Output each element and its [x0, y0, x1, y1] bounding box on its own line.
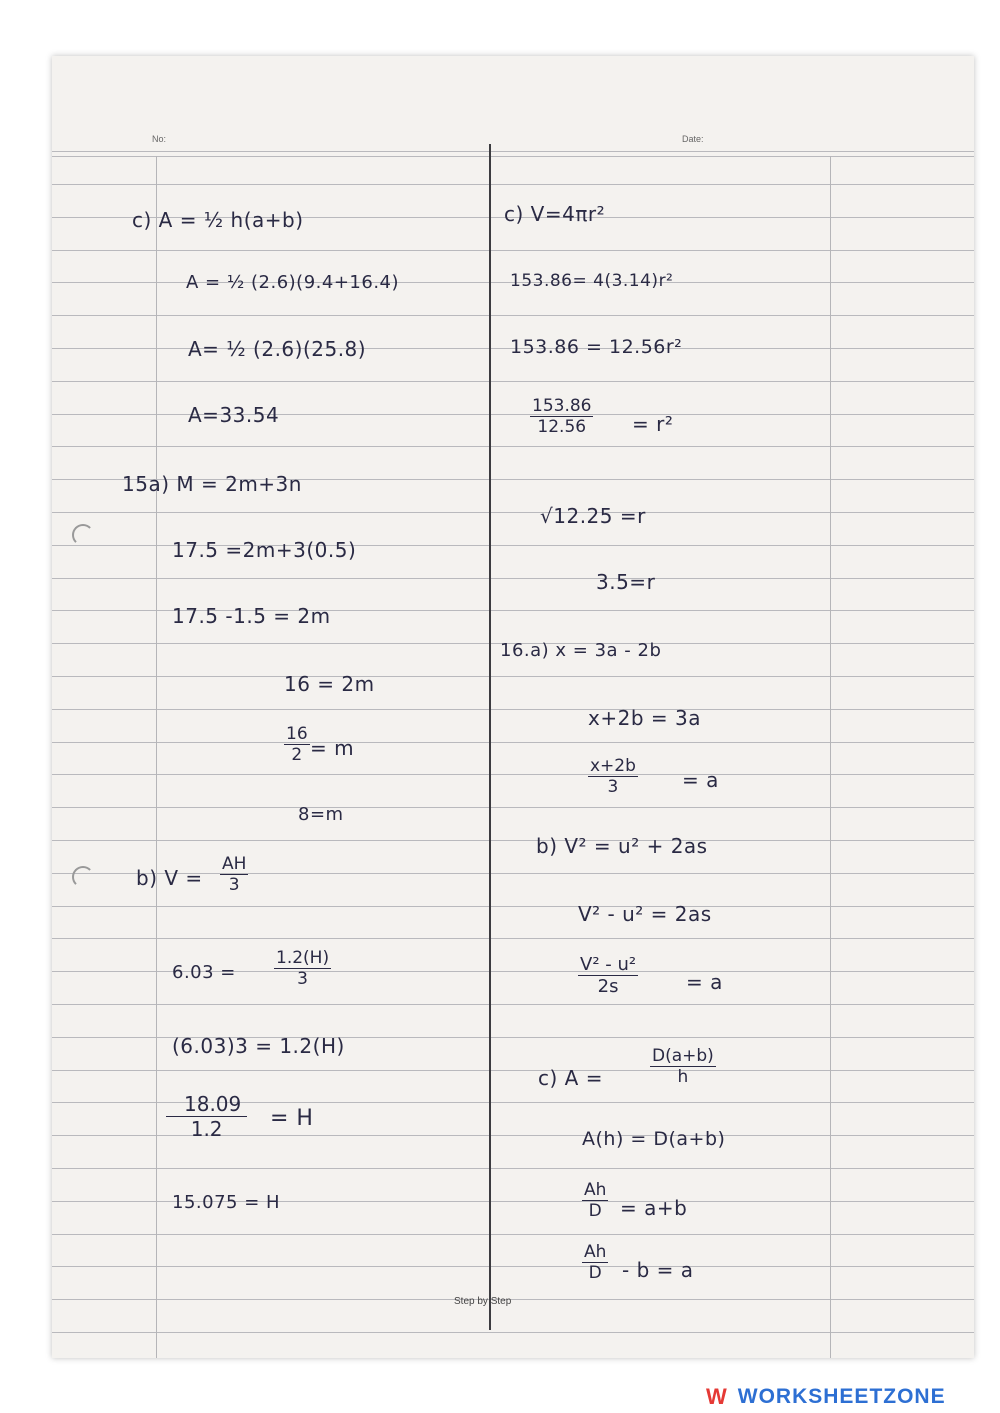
fraction-denominator: 2	[291, 745, 303, 765]
left-15a-step5-fraction	[284, 724, 310, 765]
right-c2-fraction	[650, 1046, 716, 1087]
fraction-numerator: 1.2(H)	[276, 948, 330, 968]
date-label: Date:	[682, 134, 704, 144]
left-15a-step2: 17.5 =2m+3(0.5)	[172, 538, 357, 562]
fraction-denominator: 3	[228, 875, 240, 895]
left-15a-step6: 8=m	[298, 804, 344, 825]
right-c2-step3-fraction	[582, 1180, 608, 1221]
right-c-heading: c) V=4πr²	[504, 202, 606, 226]
fraction-numerator: V² - u²	[580, 954, 637, 975]
ruled-line	[52, 1004, 974, 1005]
right-c-step5: √12.25 =r	[540, 504, 646, 528]
ruled-line	[52, 774, 974, 775]
fraction-denominator: 12.56	[537, 417, 587, 437]
fraction-denominator: h	[677, 1067, 689, 1087]
ruled-line	[52, 315, 974, 316]
ruled-line	[52, 938, 974, 939]
ruled-line	[52, 1332, 974, 1333]
ruled-line	[52, 906, 974, 907]
ruled-line	[52, 381, 974, 382]
right-c2-heading: c) A =	[538, 1066, 603, 1090]
right-16a-step3-rhs: = a	[682, 768, 719, 792]
ruled-line	[52, 1070, 974, 1071]
left-b-step4-rhs: = H	[270, 1106, 314, 1131]
left-b-step2-fraction	[274, 948, 331, 989]
fraction-denominator: 3	[607, 777, 619, 797]
left-c-step2: A = ½ (2.6)(9.4+16.4)	[186, 272, 400, 293]
column-divider	[489, 144, 491, 1330]
fraction-denominator: D	[588, 1263, 602, 1283]
right-b-step2: V² - u² = 2as	[578, 902, 712, 926]
left-b-step3: (6.03)3 = 1.2(H)	[172, 1034, 345, 1058]
ruled-line	[52, 742, 974, 743]
right-c2-step4-rhs: - b = a	[622, 1258, 694, 1282]
fraction-numerator: 16	[286, 724, 308, 744]
punch-hole-mark	[72, 524, 94, 546]
ruled-line	[52, 156, 974, 157]
fraction-denominator: 2s	[597, 976, 619, 997]
watermark-text-part2: ZONE	[883, 1385, 946, 1408]
right-c-step2: 153.86= 4(3.14)r²	[510, 271, 674, 291]
ruled-line	[52, 807, 974, 808]
fraction-numerator: Ah	[584, 1180, 607, 1200]
left-b-step4-fraction	[166, 1092, 247, 1141]
left-margin-line	[156, 156, 157, 1358]
ruled-line	[52, 709, 974, 710]
ruled-line	[52, 1299, 974, 1300]
left-b-step5: 15.075 = H	[172, 1192, 281, 1213]
watermark-text-part1: WORKSHEET	[737, 1385, 884, 1408]
left-15a-step5-rhs: = m	[310, 736, 355, 760]
ruled-line	[52, 512, 974, 513]
right-c-step6: 3.5=r	[596, 570, 656, 594]
fraction-numerator: D(a+b)	[652, 1046, 714, 1066]
ruled-line	[52, 840, 974, 841]
right-c2-step4-fraction	[582, 1242, 608, 1283]
fraction-numerator: x+2b	[590, 756, 636, 776]
right-b-step3-fraction	[578, 954, 638, 997]
ruled-line	[52, 1266, 974, 1267]
left-c-heading: c) A = ½ h(a+b)	[132, 208, 304, 232]
right-b-step3-rhs: = a	[686, 970, 723, 994]
fraction-numerator: 153.86	[532, 396, 592, 416]
worksheetzone-logo-icon: W	[706, 1384, 728, 1409]
ruled-line	[52, 184, 974, 185]
left-c-step4: A=33.54	[188, 403, 280, 427]
left-15a-heading: 15a) M = 2m+3n	[122, 472, 302, 496]
left-15a-step4: 16 = 2m	[284, 672, 375, 696]
ruled-line	[52, 1168, 974, 1169]
fraction-numerator: AH	[222, 854, 247, 874]
right-c-step3: 153.86 = 12.56r²	[510, 336, 683, 358]
left-b-fraction	[220, 854, 248, 895]
right-16a-heading: 16.a) x = 3a - 2b	[500, 640, 662, 661]
ruled-line	[52, 250, 974, 251]
ruled-line	[52, 151, 974, 152]
no-label: No:	[152, 134, 167, 144]
worksheetzone-watermark	[706, 1384, 946, 1410]
ruled-line	[52, 446, 974, 447]
fraction-denominator: 3	[297, 969, 308, 989]
right-margin-line	[830, 156, 831, 1358]
left-b-step2-lhs: 6.03 =	[172, 962, 236, 983]
right-c2-step2: A(h) = D(a+b)	[582, 1128, 726, 1150]
punch-hole-mark	[72, 866, 94, 888]
right-c2-step3-rhs: = a+b	[620, 1196, 688, 1220]
fraction-numerator: Ah	[584, 1242, 607, 1262]
right-c-step4-fraction	[530, 396, 593, 437]
left-c-step3: A= ½ (2.6)(25.8)	[188, 337, 367, 361]
ruled-line	[52, 578, 974, 579]
footer-brand: Step by Step	[454, 1296, 512, 1307]
notebook-page	[52, 56, 974, 1358]
ruled-line	[52, 1234, 974, 1235]
fraction-denominator: 1.2	[190, 1117, 223, 1141]
left-15a-step3: 17.5 -1.5 = 2m	[172, 604, 331, 628]
right-16a-step2: x+2b = 3a	[588, 706, 701, 730]
fraction-numerator: 18.09	[166, 1092, 247, 1117]
fraction-denominator: D	[588, 1201, 602, 1221]
left-b-heading: b) V =	[136, 866, 203, 890]
ruled-line	[52, 676, 974, 677]
right-c-step4-rhs: = r²	[632, 412, 674, 436]
right-b-heading: b) V² = u² + 2as	[536, 834, 708, 858]
right-16a-step3-fraction	[588, 756, 638, 797]
